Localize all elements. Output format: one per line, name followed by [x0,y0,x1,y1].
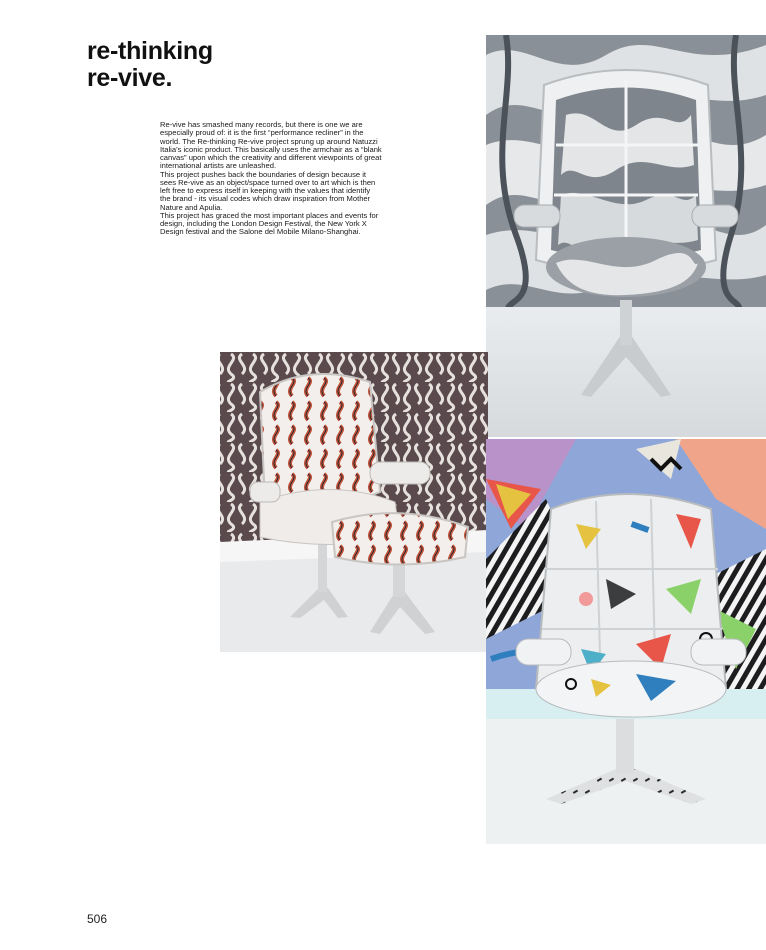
photo-armchair-memphis [486,439,766,844]
body-paragraph-3: This project has graced the most important places and events for design, including the London Design Festival, the New York X Design festival and the Salone del Mobile Milano-Shanghai. [160,210,379,237]
body-paragraph-1: Re-vive has smashed many records, but there is one we are especially proud of: it is the first “performance recliner” in the world. The Re-thinking Re-vive project sprung up around Natuzzi Italia’s iconic product. This basically uses the armchair as a “blank canvas” upon which the creativity and different viewpoints of great international artists are unleashed. [160,120,382,171]
page-number: 506 [87,912,108,926]
page-title [87,38,213,92]
body-paragraph-2: This project pushes back the boundaries of design because it sees Re-vive as an object/space turned over to art which is then left free to express itself in keeping with the values that identify the brand - its visual codes which draw inspiration from Mother Nature and Apulia. [160,169,376,212]
body-text [160,121,382,237]
title-line-1: re-thinking [87,37,213,65]
title-line-2: re-vive. [87,64,173,92]
photo-armchair-ogee [220,352,488,652]
photo-armchair-marbled [486,35,766,437]
